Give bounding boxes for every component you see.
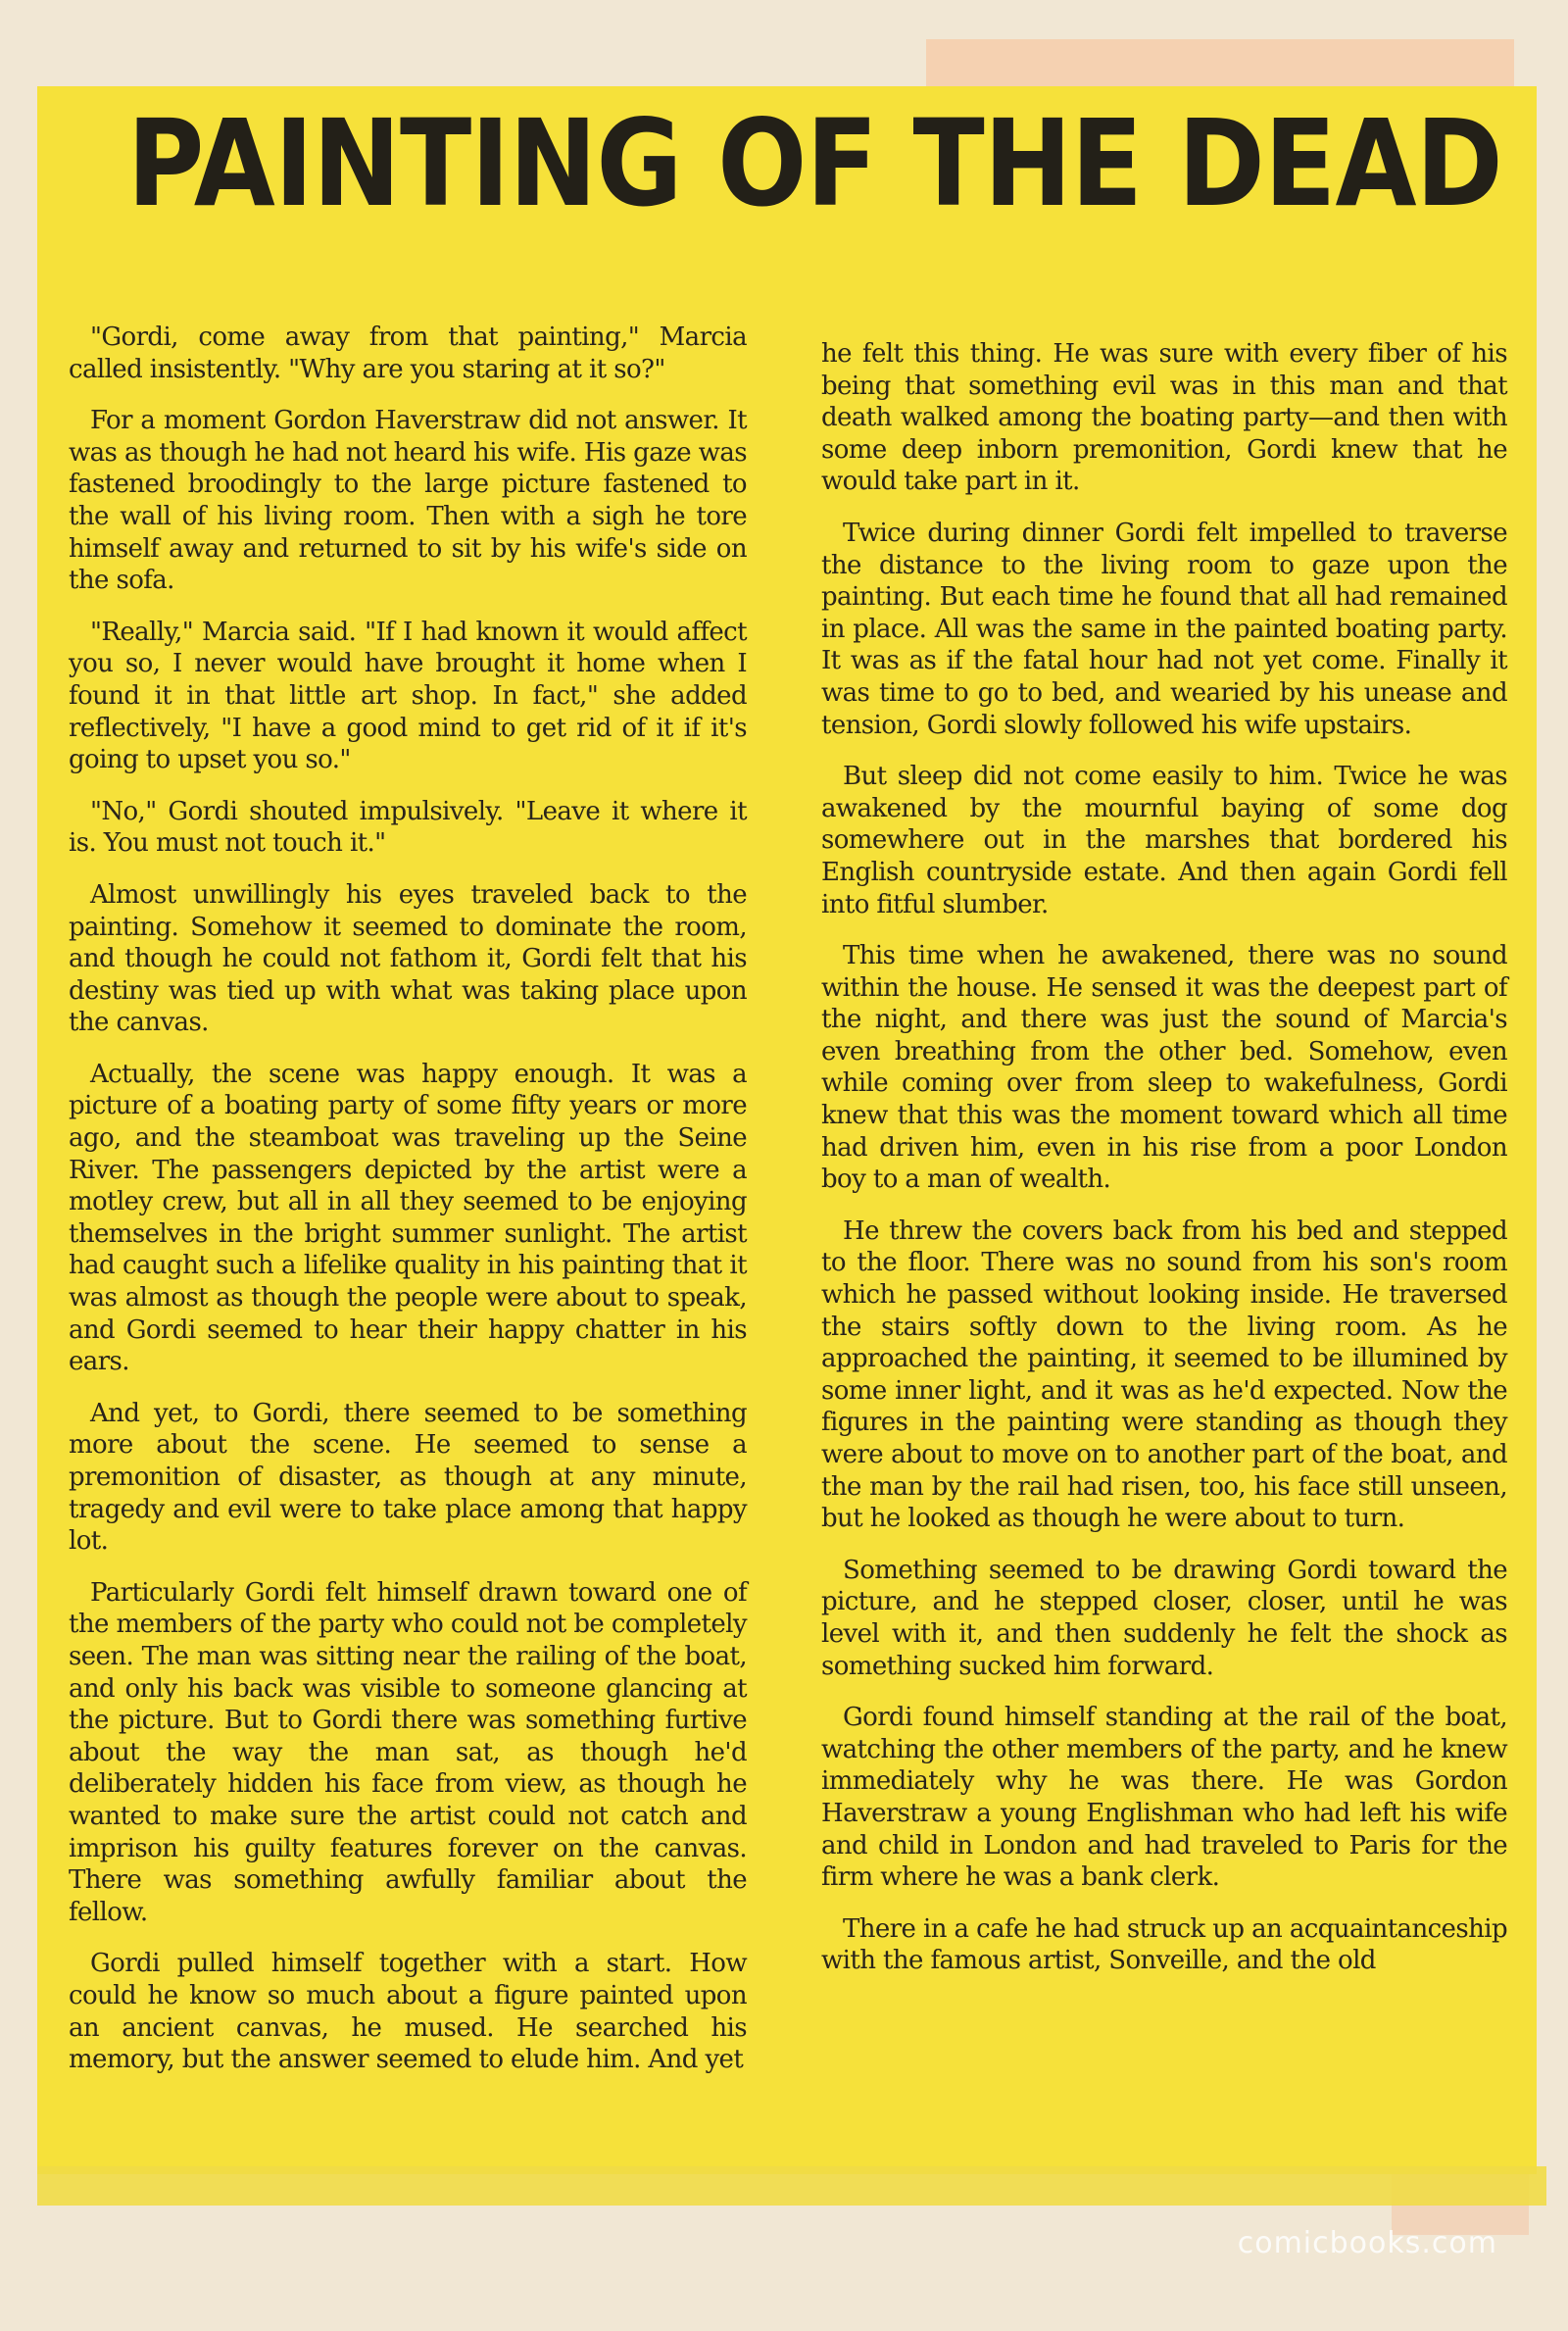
paragraph: He threw the covers back from his bed and stepped to the floor. There was no sound from his son's room which he passed without looking inside. He traversed the stairs softly down to the living room. As he approached the painting, it seemed to be illumined by some inner light, and it was as he'd expected. Now the figures in the painting were standing as though they were about to move on to another part of the boat, and the man by the rail had risen, too, his face still unseen, but he looked as though he were about to turn. xyxy=(821,1215,1507,1534)
left-column xyxy=(69,322,747,2096)
paragraph: For a moment Gordon Haverstraw did not answer. It was as though he had not heard his wife. His gaze was fastened broodingly to the large picture fastened to the wall of his living room. Then with a sigh he tore himself away and returned to sit by his wife's side on the sofa. xyxy=(69,406,747,596)
right-column xyxy=(821,338,1507,1997)
paragraph: Twice during dinner Gordi felt impelled to traverse the distance to the living room to gaze upon the painting. But each time he found that all had remained in place. All was the same in the painted boating party. It was as if the fatal hour had not yet come. Finally it was time to go to bed, and wearied by his unease and tension, Gordi slowly followed his wife upstairs. xyxy=(821,518,1507,740)
yellow-panel-bottom xyxy=(37,2166,1546,2206)
paragraph: he felt this thing. He was sure with every fiber of his being that something evil was in this man and that death walked among the boating party—and then with some deep inborn premonition, Gordi knew that he would take part in it. xyxy=(821,339,1507,497)
paragraph: Particularly Gordi felt himself drawn toward one of the members of the party who could not be completely seen. The man was sitting near the railing of the boat, and only his back was visible to someone glancing at the picture. But to Gordi there was something furtive about the way the man sat, as though he'd deliberately hidden his face from view, as though he wanted to make sure the artist could not catch and imprison his guilty features forever on the canvas. There was something awfully familiar about the fellow. xyxy=(69,1577,747,1927)
paragraph: Gordi pulled himself together with a start. How could he know so much about a figure painted upon an ancient canvas, he mused. He searched his memory, but the answer seemed to elude him. And yet xyxy=(69,1949,747,2075)
paragraph: "No," Gordi shouted impulsively. "Leave it where it is. You must not touch it." xyxy=(69,796,747,859)
paragraph: "Really," Marcia said. "If I had known it would affect you so, I never would have brought it home when I found it in that little art shop. In fact," she added reflectively, "I have a good mind to get rid of it if it's going to upset you so." xyxy=(69,617,747,775)
paragraph: "Gordi, come away from that painting," Marcia called insistently. "Why are you staring at it so?" xyxy=(69,322,747,384)
paragraph: Actually, the scene was happy enough. It was a picture of a boating party of some fifty years or more ago, and the steamboat was traveling up the Seine River. The passengers depicted by the artist were a motley crew, but all in all they seemed to be enjoying themselves in the bright summer sunlight. The artist had caught such a lifelike quality in his painting that it was almost as though the people were about to speak, and Gordi seemed to hear their happy chatter in his ears. xyxy=(69,1059,747,1377)
paragraph: Gordi found himself standing at the rail of the boat, watching the other members of the party, and he knew immediately why he was there. He was Gordon Haverstraw a young Englishman who had left his wife and child in London and had traveled to Paris for the firm where he was a bank clerk. xyxy=(821,1703,1507,1893)
paragraph: Almost unwillingly his eyes traveled back to the painting. Somehow it seemed to dominate the room, and though he could not fathom it, Gordi felt that his destiny was tied up with what was taking place upon the canvas. xyxy=(69,879,747,1038)
paragraph: This time when he awakened, there was no sound within the house. He sensed it was the deepest part of the night, and there was just the sound of Marcia's even breathing from the other bed. Somehow, even while coming over from sleep to wakefulness, Gordi knew that this was the moment toward which all time had driven him, even in his rise from a poor London boy to a man of wealth. xyxy=(821,941,1507,1195)
story-title: PAINTING OF THE DEAD xyxy=(126,94,1502,233)
paragraph: And yet, to Gordi, there seemed to be something more about the scene. He seemed to sense a premonition of disaster, as though at any minute, tragedy and evil were to take place among that happy lot. xyxy=(69,1398,747,1557)
watermark: comicbooks.com xyxy=(1237,2226,1497,2260)
paragraph: Something seemed to be drawing Gordi toward the picture, and he stepped closer, closer, until he was level with it, and then suddenly he felt the shock as something sucked him forward. xyxy=(821,1555,1507,1681)
paragraph: There in a cafe he had struck up an acquaintanceship with the famous artist, Sonveille, and the old xyxy=(821,1913,1507,1976)
paragraph: But sleep did not come easily to him. Twice he was awakened by the mournful baying of some dog somewhere out in the marshes that bordered his English countryside estate. And then again Gordi fell into fitful slumber. xyxy=(821,762,1507,919)
